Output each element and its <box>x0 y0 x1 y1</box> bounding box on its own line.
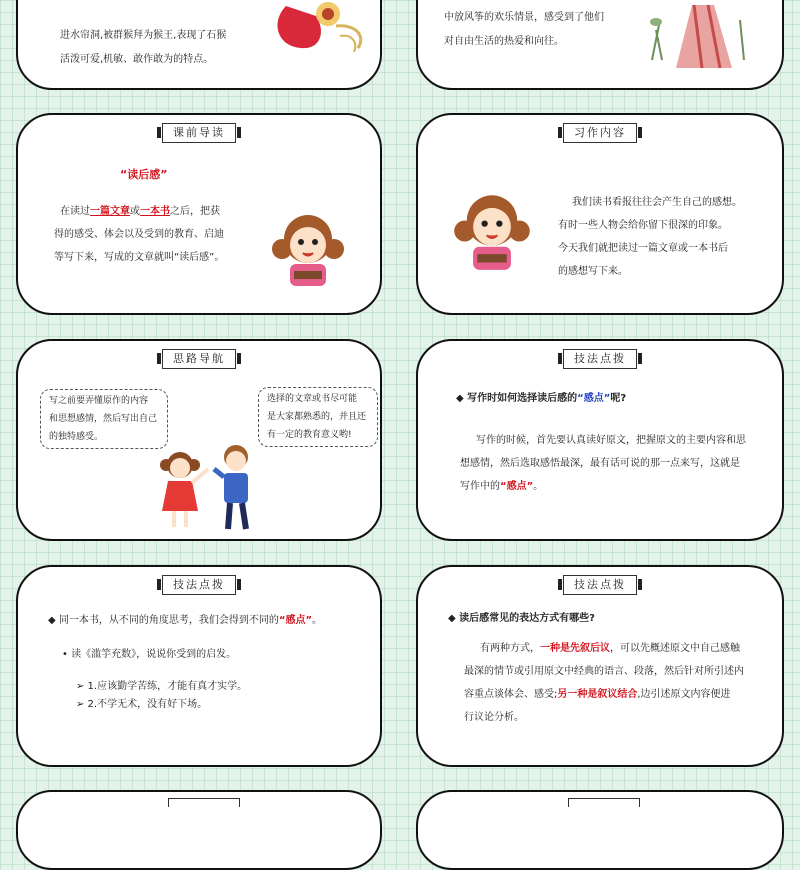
card-bottom-right <box>416 790 784 870</box>
reading-girl-illustration <box>450 189 534 273</box>
card-writing-content <box>416 113 784 315</box>
body-line-1: 写作的时候，首先要认真读好原文，把握原文的主要内容和思 <box>476 435 746 446</box>
card-technique-tips-1 <box>416 339 784 541</box>
card-thinking-guide <box>16 339 382 541</box>
body-line-2: 最深的情节或引用原文中经典的语言、段落，然后针对所引述内 <box>464 666 744 677</box>
content-line: 的感想写下来。 <box>558 266 628 277</box>
body-line-2: • 读《滥竽充数》，说说你受到的启发。 <box>62 649 237 660</box>
text-line: 对自由生活的热爱和向往。 <box>444 36 564 47</box>
text-line: 进水帘洞,被群猴拜为猴王,表现了石猴 <box>60 30 227 41</box>
section-tag: 技法点拨 <box>563 349 637 369</box>
card-top-left <box>16 0 382 90</box>
body-line-2: 想感情，然后选取感悟最深，最有话可说的那一点来写，这就是 <box>460 458 740 469</box>
card-technique-tips-2 <box>16 565 382 767</box>
section-tag: 思路导航 <box>162 349 236 369</box>
question-line: ◆ 写作时如何选择读后感的“感点”呢? <box>456 393 627 404</box>
section-tag-stub <box>168 798 240 807</box>
card-bottom-left <box>16 790 382 870</box>
body-line-3: 容重点谈体会、感受;另一种是叙议结合,边引述原文内容便进 <box>464 689 731 700</box>
question-line: ◆ 读后感常见的表达方式有哪些? <box>448 613 595 624</box>
content-line: 有时一些人物会给你留下很深的印象。 <box>558 220 728 231</box>
text-line: 活泼可爱,机敏、敢作敢为的特点。 <box>60 54 214 65</box>
section-tag: 技法点拨 <box>563 575 637 595</box>
two-children-illustration <box>152 441 272 533</box>
girl-in-red-dress-illustration <box>632 0 752 70</box>
intro-line-3: 等写下来，写成的文章就叫“读后感”。 <box>54 252 225 263</box>
section-tag-stub <box>568 798 640 807</box>
heading: “读后感” <box>120 168 168 181</box>
monkey-king-illustration <box>266 0 376 56</box>
speech-bubble-right: 选择的文章或书尽可能 是大家都熟悉的，并且还 有一定的教育意义哟! <box>258 387 378 447</box>
intro-line-2: 得的感受、体会以及受到的教育、启迪 <box>54 229 224 240</box>
intro-line-1: 在读过一篇文章或一本书之后，把获 <box>60 206 220 217</box>
body-line-4: 行议论分析。 <box>464 712 524 723</box>
section-tag: 习作内容 <box>563 123 637 143</box>
content-line: 今天我们就把读过一篇文章或一本书后 <box>558 243 728 254</box>
card-top-right <box>416 0 784 90</box>
body-line-1: ◆ 同一本书，从不同的角度思考，我们会得到不同的“感点”。 <box>48 615 323 626</box>
section-tag: 课前导读 <box>162 123 236 143</box>
speech-bubble-left: 写之前要弄懂原作的内容 和思想感情，然后写出自己 的独特感受。 <box>40 389 168 449</box>
section-tag: 技法点拨 <box>162 575 236 595</box>
point-1: ➢ 1.应该勤学苦练，才能有真才实学。 <box>76 681 248 692</box>
card-pre-reading <box>16 113 382 315</box>
text-line: 中放风筝的欢乐情景，感受到了他们 <box>444 12 604 23</box>
card-technique-tips-3 <box>416 565 784 767</box>
body-line-3: 写作中的“感点”。 <box>460 481 544 492</box>
point-2: ➢ 2.不学无术，没有好下场。 <box>76 699 208 710</box>
reading-girl-illustration <box>268 209 348 289</box>
content-line: 我们读书看报往往会产生自己的感想。 <box>572 197 742 208</box>
body-line-1: 有两种方式，一种是先叙后议，可以先概述原文中自己感触 <box>480 643 740 654</box>
